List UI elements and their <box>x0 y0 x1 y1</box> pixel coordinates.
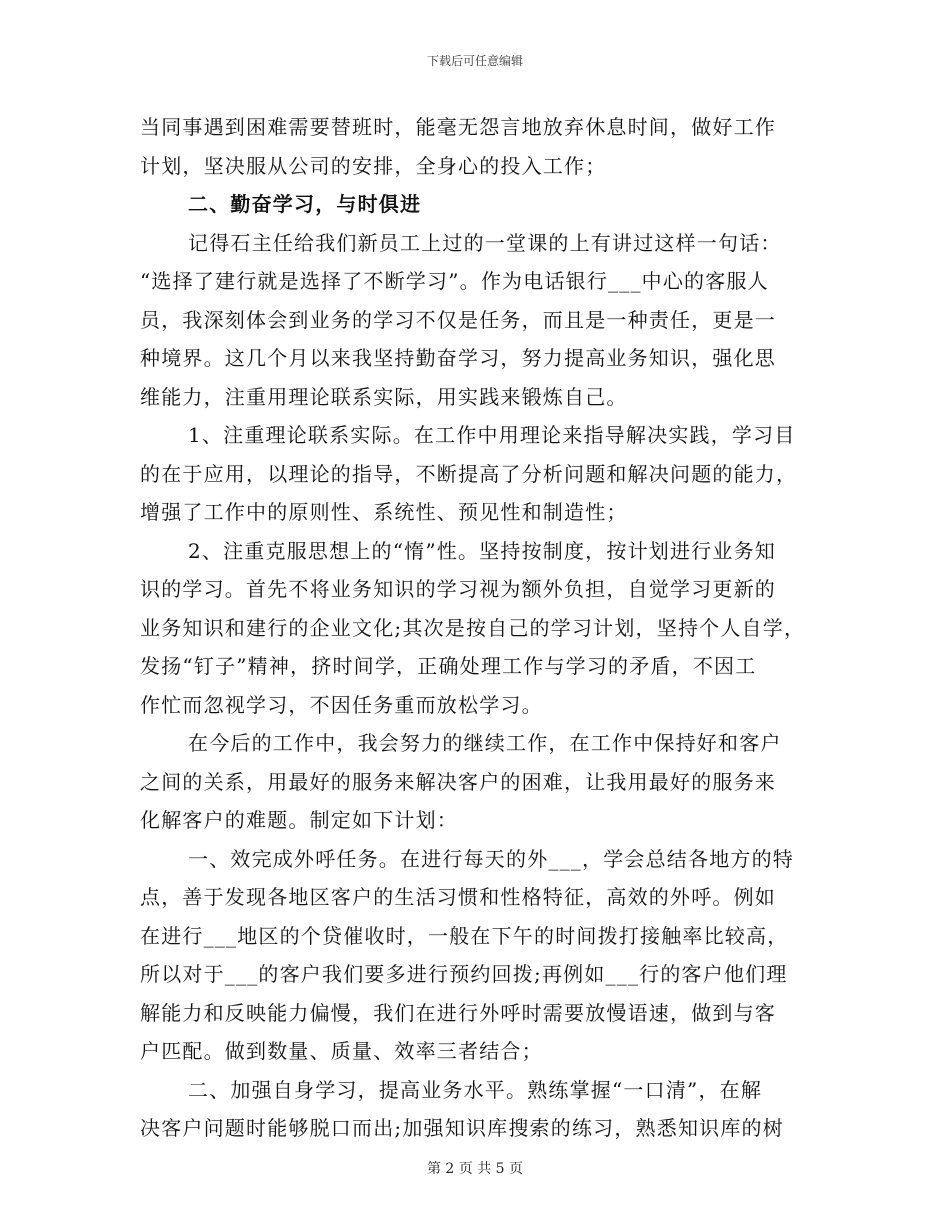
page-number: 第 2 页 共 5 页 <box>426 1161 524 1177</box>
body-line: 的在于应用，以理论的指导，不断提高了分析问题和解决问题的能力， <box>140 461 798 486</box>
body-line: 员，我深刻体会到业务的学习不仅是任务，而且是一种责任，更是一 <box>140 307 776 332</box>
body-line: 种境界。这几个月以来我坚持勤奋学习，努力提高业务知识，强化思 <box>140 346 776 370</box>
body-line: 解能力和反映能力偏慢，我们在进行外呼时需要放慢语速，做到与客 <box>140 1000 776 1025</box>
body-line: 决客户问题时能够脱口而出;加强知识库搜索的练习，熟悉知识库的树 <box>140 1116 784 1140</box>
body-line: 记得石主任给我们新员工上过的一堂课的上有讲过这样一句话： <box>188 230 782 255</box>
body-line: 当同事遇到困难需要替班时，能毫无怨言地放弃休息时间，做好工作 <box>140 115 776 139</box>
document-body <box>140 108 830 1148</box>
section-heading: 二、勤奋学习，与时俱进 <box>188 192 422 216</box>
body-line: 1、注重理论联系实际。在工作中用理论来指导解决实践，学习目 <box>188 423 796 447</box>
body-line: 识的学习。首先不将业务知识的学习视为额外负担，自觉学习更新的 <box>140 577 776 601</box>
body-line: 二、加强自身学习，提高业务水平。熟练掌握“一口清”，在解 <box>188 1077 763 1102</box>
body-line: 业务知识和建行的企业文化;其次是按自己的学习计划，坚持个人自学， <box>140 615 806 640</box>
page-header: 下载后可任意编辑 <box>426 54 523 68</box>
body-line: 维能力，注重用理论联系实际，用实践来锻炼自己。 <box>140 384 628 409</box>
body-line: 点，善于发现各地区客户的生活习惯和性格特征，高效的外呼。例如 <box>140 885 776 909</box>
body-line: 发扬“钉子”精神，挤时间学，正确处理工作与学习的矛盾，不因工 <box>140 654 757 678</box>
body-line: 一、效完成外呼任务。在进行每天的外___，学会总结各地方的特 <box>188 846 794 871</box>
body-line: 化解客户的难题。制定如下计划： <box>140 808 458 832</box>
body-line: 在今后的工作中，我会努力的继续工作，在工作中保持好和客户 <box>188 731 782 755</box>
body-line: 之间的关系，用最好的服务来解决客户的困难，让我用最好的服务来 <box>140 769 776 794</box>
body-line: 所以对于___的客户我们要多进行预约回拨;再例如___行的客户他们理 <box>140 962 788 986</box>
body-line: 户匹配。做到数量、质量、效率三者结合； <box>140 1039 543 1063</box>
body-line: 作忙而忽视学习，不因任务重而放松学习。 <box>140 692 543 717</box>
body-line: 计划，坚决服从公司的安排，全身心的投入工作； <box>140 153 607 178</box>
body-line: 增强了工作中的原则性、系统性、预见性和制造性； <box>140 500 628 524</box>
body-line: 2、注重克服思想上的“惰”性。坚持按制度，按计划进行业务知 <box>188 538 776 563</box>
body-line: 在进行___地区的个贷催收时，一般在下午的时间拨打接触率比较高， <box>140 923 789 948</box>
body-line: “选择了建行就是选择了不断学习”。作为电话银行___中心的客服人 <box>140 269 769 293</box>
